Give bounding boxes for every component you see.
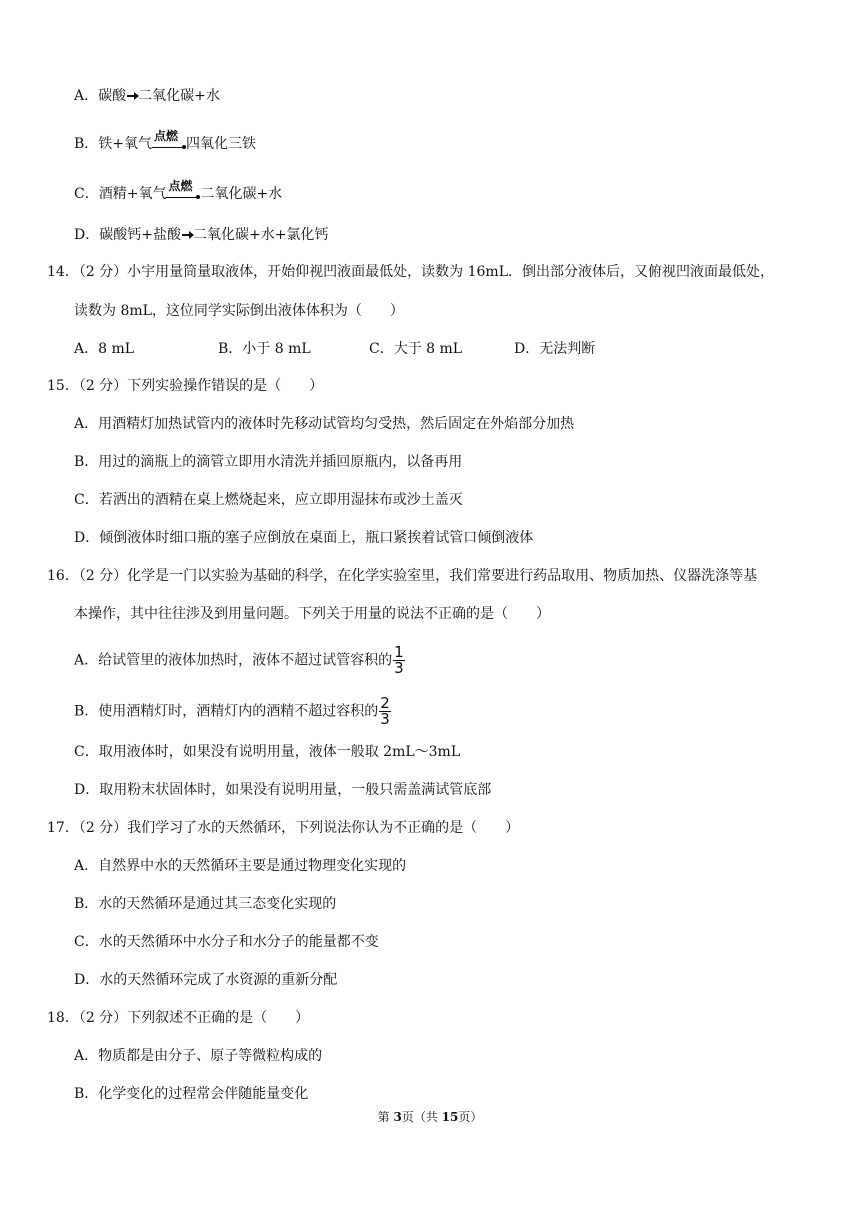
reaction-condition-arrow — [152, 129, 186, 154]
q16-option-c: C．取用液体时，如果没有说明用量，液体一般取 2mL～3mL — [74, 744, 461, 760]
q16-option-b — [74, 696, 391, 727]
option-text: A．给试管里的液体加热时，液体不超过试管容积的 — [74, 652, 393, 669]
q13-option-d — [74, 225, 328, 245]
page-number: 3 — [393, 1110, 402, 1124]
q14-option-c: C．大于 8 mL — [369, 341, 463, 357]
q16-option-d: D．取用粉末状固体时，如果没有说明用量，一般只需盖满试管底部 — [74, 782, 492, 798]
reaction-condition: 点燃 — [154, 129, 179, 143]
q17-option-a: A．自然界中水的天然循环主要是通过物理变化实现的 — [74, 858, 407, 874]
product: 二氧化碳+水+氯化钙 — [192, 227, 329, 243]
q14-stem-cont: 读数为 8mL，这位同学实际倒出液体体积为（ ） — [74, 303, 404, 319]
q15-option-a: A．用酒精灯加热试管内的液体时先移动试管均匀受热，然后固定在外焰部分加热 — [74, 416, 575, 432]
q16-option-a — [74, 645, 405, 676]
reactant: 碳酸 — [98, 88, 127, 104]
q16-stem-cont: 本操作，其中往往涉及到用量问题。下列关于用量的说法不正确的是（ ） — [74, 606, 550, 622]
reaction-condition-arrow — [166, 179, 200, 204]
option-text: B．使用酒精灯时，酒精灯内的酒精不超过容积的 — [74, 703, 379, 720]
q16-stem: 16．（2 分）化学是一门以实验为基础的科学，在化学实验室里，我们常要进行药品取用、物质加热、仪器洗涤等基 — [47, 568, 758, 584]
q14-option-d: D．无法判断 — [514, 341, 596, 357]
q18-stem: 18．（2 分）下列叙述不正确的是（ ） — [47, 1010, 310, 1026]
footer-text: 第 — [377, 1110, 394, 1124]
q14-option-b: B．小于 8 mL — [218, 341, 311, 357]
fraction-numerator: 1 — [394, 643, 404, 661]
page-footer — [0, 1108, 860, 1125]
option-label: C． — [74, 186, 99, 202]
q13-option-b — [74, 129, 257, 154]
fraction-numerator: 2 — [380, 694, 390, 712]
q17-option-b: B．水的天然循环是通过其三态变化实现的 — [74, 896, 337, 912]
footer-text: 页（共 — [401, 1110, 442, 1124]
reaction-condition: 点燃 — [168, 179, 193, 193]
q15-option-c: C．若洒出的酒精在桌上燃烧起来，应立即用湿抹布或沙土盖灭 — [74, 492, 463, 508]
q15-option-b: B．用过的滴瓶上的滴管立即用水清洗并插回原瓶内，以备再用 — [74, 454, 463, 470]
q13-option-c — [74, 179, 283, 204]
fraction — [379, 696, 391, 727]
q17-stem: 17．（2 分）我们学习了水的天然循环，下列说法你认为不正确的是（ ） — [47, 820, 520, 836]
q17-option-c: C．水的天然循环中水分子和水分子的能量都不变 — [74, 934, 379, 950]
total-pages: 15 — [441, 1110, 459, 1124]
q15-option-d: D．倾倒液体时细口瓶的塞子应倒放在桌面上，瓶口紧挨着试管口倾倒液体 — [74, 530, 534, 546]
product: 二氧化碳+水 — [138, 88, 220, 104]
q15-stem: 15．（2 分）下列实验操作错误的是（ ） — [47, 378, 324, 394]
option-label: B． — [74, 136, 99, 152]
q14-stem: 14．（2 分）小宇用量筒量取液体，开始仰视凹液面最低处，读数为 16mL．倒出部分液体后，又俯视凹液面最低处， — [47, 264, 775, 280]
product: 二氧化碳+水 — [200, 186, 283, 202]
option-label: A． — [74, 88, 99, 104]
q18-option-a: A．物质都是由分子、原子等微粒构成的 — [74, 1048, 323, 1064]
arrow-icon — [127, 95, 137, 97]
product: 四氧化三铁 — [186, 136, 257, 152]
fraction — [393, 645, 405, 676]
reactant: 碳酸钙+盐酸 — [99, 227, 181, 243]
arrow-icon — [182, 234, 192, 236]
footer-text: 页） — [458, 1110, 483, 1124]
reactant: 酒精+氧气 — [98, 186, 167, 202]
option-label: D． — [74, 227, 100, 243]
reactant: 铁+氧气 — [98, 136, 153, 152]
fraction-denominator: 3 — [380, 710, 390, 728]
q18-option-b: B．化学变化的过程常会伴随能量变化 — [74, 1086, 309, 1102]
q13-option-a — [74, 86, 220, 106]
q17-option-d: D．水的天然循环完成了水资源的重新分配 — [74, 972, 338, 988]
q14-option-a: A．8 mL — [74, 341, 135, 357]
fraction-denominator: 3 — [394, 659, 404, 677]
